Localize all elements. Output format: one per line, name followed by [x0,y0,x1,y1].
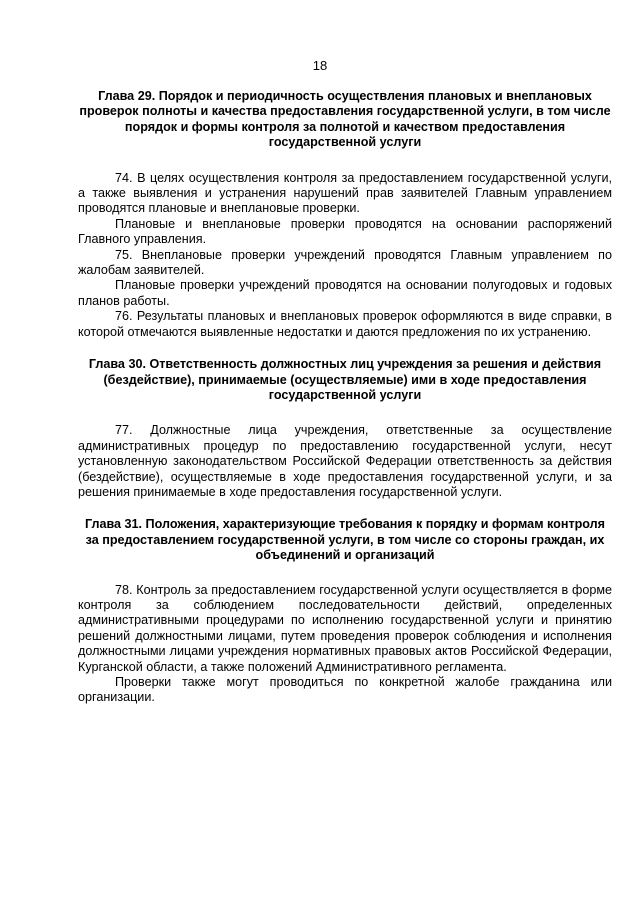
paragraph-78-continued: Проверки также могут проводиться по конкретной жалобе гражданина или организации. [78,675,612,705]
chapter-31-heading: Глава 31. Положения, характеризующие требования к порядку и формам контроля за предоставлением государственной услуги, в том числе со стороны граждан, их объединений и организаций [84,517,606,563]
paragraph-78: 78. Контроль за предоставлением государственной услуги осуществляется в форме контроля за соблюдением последовательности действий, определенных административными процедурами по исполнению государственной услуги и принятию решений должностными лицами, путем проведения проверок соблюдения и исполнения должностными лицами учреждения нормативных правовых актов Российской Федерации, Курганской области, а также положений Административного регламента. [78,582,612,674]
paragraph-75: 75. Внеплановые проверки учреждений проводятся Главным управлением по жалобам заявителей. [78,247,612,278]
chapter-30-heading: Глава 30. Ответственность должностных лиц учреждения за решения и действия (бездействие), принимаемые (осуществляемые) ими в ходе предоставления государственной услуги [88,357,602,402]
document-body [78,89,612,706]
chapter-29-heading: Глава 29. Порядок и периодичность осуществления плановых и внеплановых проверок полноты и качества предоставления государственной услуги, в том числе порядок и формы контроля за полнотой и качеством предоставления государственной услуги [79,89,611,150]
paragraph-74-continued: Плановые и внеплановые проверки проводятся на основании распоряжений Главного управления. [78,216,612,247]
page-number: 18 [312,58,328,73]
paragraph-76: 76. Результаты плановых и внеплановых проверок оформляются в виде справки, в которой отмечаются выявленные недостатки и даются предложения по их устранению. [78,309,612,339]
paragraph-77: 77. Должностные лица учреждения, ответственные за осуществление административных процедур по предоставлению государственной услуги, несут установленную законодательством Российской Федерации ответственность за действия (бездействие), осуществляемые в ходе предоставления государственной услуги, и за решения принимаемые в ходе предоставления государственной услуги. [78,423,612,499]
paragraph-74: 74. В целях осуществления контроля за предоставлением государственной услуги, а также выявления и устранения нарушений прав заявителей Главным управлением проводятся плановые и внеплановые проверки. [78,170,612,216]
paragraph-75-continued: Плановые проверки учреждений проводятся на основании полугодовых и годовых планов работы. [78,278,612,308]
